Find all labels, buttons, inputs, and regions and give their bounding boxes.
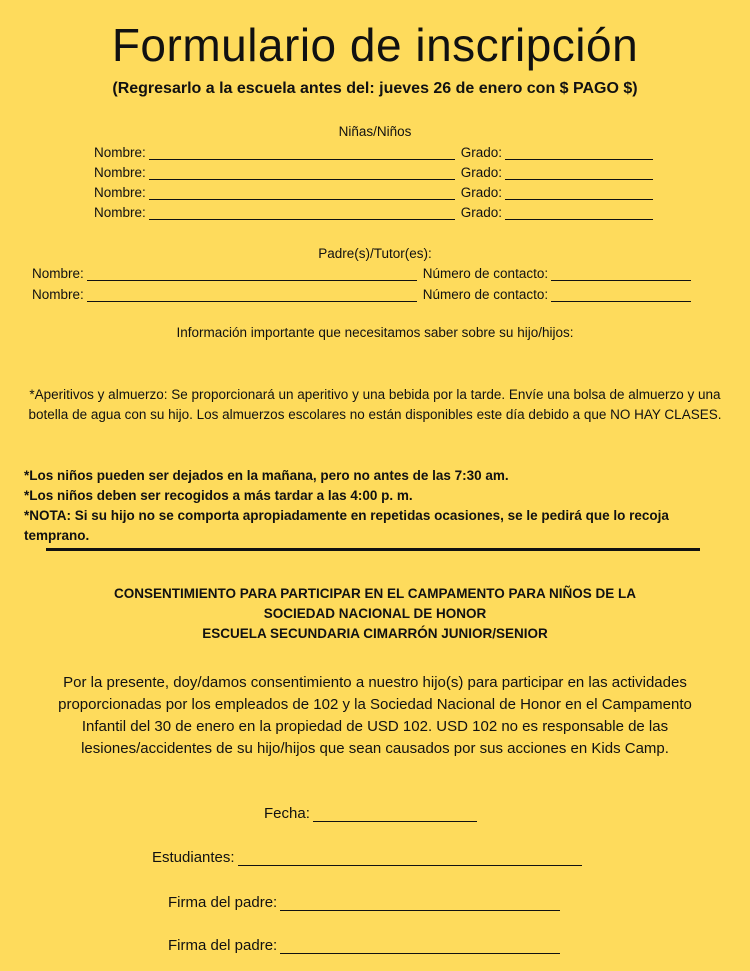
date-row bbox=[264, 805, 483, 822]
child-grade-label: Grado: bbox=[460, 205, 503, 220]
parents-heading: Padre(s)/Tutor(es): bbox=[318, 246, 432, 261]
important-info-label: Información importante que necesitamos saber sobre su hijo/hijos: bbox=[176, 325, 574, 340]
parent-name-label: Nombre: bbox=[32, 287, 84, 302]
parent-signature-label: Firma del padre: bbox=[168, 937, 278, 954]
students-field[interactable] bbox=[238, 849, 582, 866]
consent-body: Por la presente, doy/damos consentimiento a nuestro hijo(s) para participar en las actividades proporcionadas por los empleados de 102 y la Sociedad Nacional de Honor en el Campamento Infantil del 30 de enero en la propiedad de USD 102. USD 102 no es responsable de las lesiones/accidentes de su hijo/hijos que sean causados por sus acciones en Kids Camp. bbox=[58, 674, 692, 757]
parent-signature-field[interactable] bbox=[280, 894, 560, 911]
consent-heading bbox=[0, 584, 750, 644]
parent-contact-label: Número de contacto: bbox=[422, 287, 549, 302]
child-name-field[interactable] bbox=[149, 185, 455, 200]
parent-row-2 bbox=[32, 287, 691, 302]
consent-heading-line3: ESCUELA SECUNDARIA CIMARRÓN JUNIOR/SENIOR bbox=[202, 626, 548, 641]
child-grade-label: Grado: bbox=[460, 185, 503, 200]
parent-name-field[interactable] bbox=[87, 287, 417, 302]
child-name-label: Nombre: bbox=[94, 185, 146, 200]
parent-contact-label: Número de contacto: bbox=[422, 266, 549, 281]
form-subtitle: (Regresarlo a la escuela antes del: jueves 26 de enero con $ PAGO $) bbox=[112, 80, 638, 97]
parent-row-1 bbox=[32, 266, 691, 281]
parent-signature-row-2 bbox=[168, 937, 566, 954]
child-row-1 bbox=[94, 145, 659, 160]
snack-info: *Aperitivos y almuerzo: Se proporcionará un aperitivo y una bebida por la tarde. Envíe una bolsa de almuerzo y una botella de agua con su hijo. Los almuerzos escolares no están disponibles este día debido a que NO HAY CLASES. bbox=[28, 387, 722, 422]
parent-signature-label: Firma del padre: bbox=[168, 894, 278, 911]
child-grade-field[interactable] bbox=[505, 165, 653, 180]
rule-dropoff: *Los niños pueden ser dejados en la mañana, pero no antes de las 7:30 am. bbox=[24, 468, 509, 483]
section-divider bbox=[46, 548, 700, 551]
form-title: Formulario de inscripción bbox=[111, 19, 639, 71]
child-name-label: Nombre: bbox=[94, 205, 146, 220]
child-name-field[interactable] bbox=[149, 165, 455, 180]
child-row-2 bbox=[94, 165, 659, 180]
child-name-label: Nombre: bbox=[94, 165, 146, 180]
rules-list bbox=[24, 466, 724, 546]
children-heading: Niñas/Niños bbox=[338, 124, 412, 139]
consent-heading-line2: SOCIEDAD NACIONAL DE HONOR bbox=[263, 606, 487, 621]
students-row bbox=[152, 849, 588, 866]
date-field[interactable] bbox=[313, 805, 477, 822]
child-grade-field[interactable] bbox=[505, 145, 653, 160]
child-grade-label: Grado: bbox=[460, 145, 503, 160]
parent-signature-field[interactable] bbox=[280, 937, 560, 954]
parent-name-field[interactable] bbox=[87, 266, 417, 281]
child-name-label: Nombre: bbox=[94, 145, 146, 160]
consent-heading-line1: CONSENTIMIENTO PARA PARTICIPAR EN EL CAMPAMENTO PARA NIÑOS DE LA bbox=[113, 586, 637, 601]
child-grade-field[interactable] bbox=[505, 205, 653, 220]
child-row-3 bbox=[94, 185, 659, 200]
child-name-field[interactable] bbox=[149, 145, 455, 160]
child-name-field[interactable] bbox=[149, 205, 455, 220]
date-label: Fecha: bbox=[264, 805, 310, 822]
students-label: Estudiantes: bbox=[152, 849, 235, 866]
parent-signature-row-1 bbox=[168, 894, 566, 911]
parent-contact-field[interactable] bbox=[551, 287, 691, 302]
parent-contact-field[interactable] bbox=[551, 266, 691, 281]
child-grade-field[interactable] bbox=[505, 185, 653, 200]
rule-pickup: *Los niños deben ser recogidos a más tardar a las 4:00 p. m. bbox=[24, 488, 413, 503]
parent-name-label: Nombre: bbox=[32, 266, 84, 281]
child-grade-label: Grado: bbox=[460, 165, 503, 180]
rule-note: *NOTA: Si su hijo no se comporta apropiadamente en repetidas ocasiones, se le pedirá que lo recoja temprano. bbox=[24, 508, 669, 543]
child-row-4 bbox=[94, 205, 659, 220]
